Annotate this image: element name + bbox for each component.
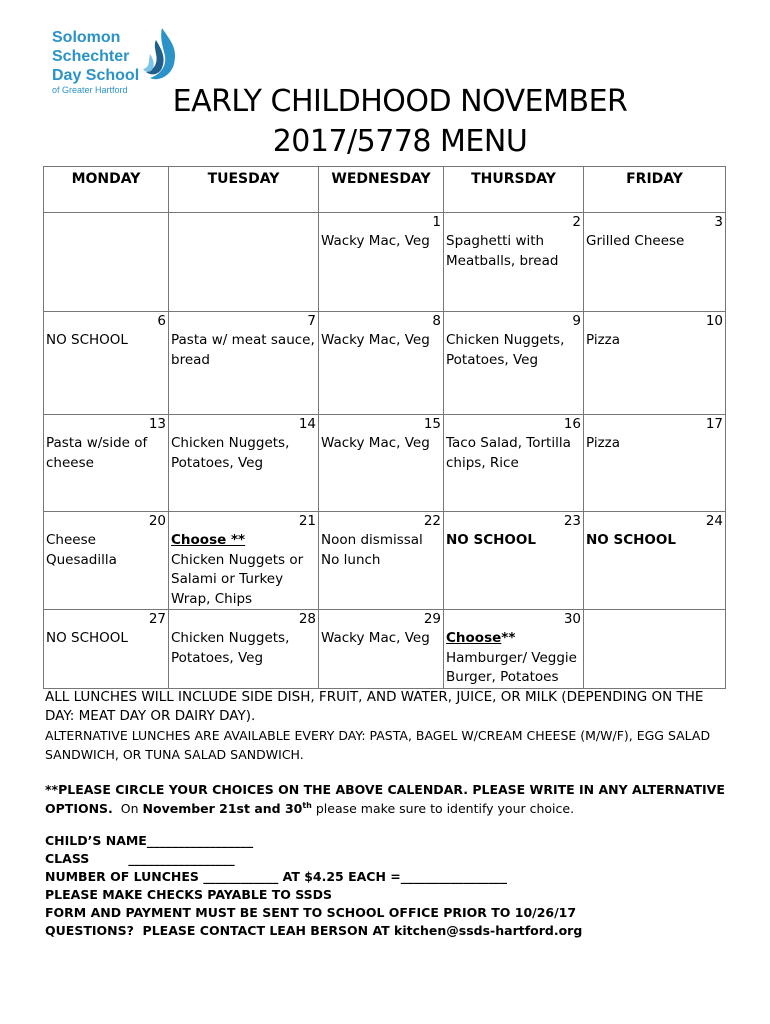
circle-instruction: **PLEASE CIRCLE YOUR CHOICES ON THE ABOVE CALENDAR. PLEASE WRITE IN ANY ALTERNATIVE OPTIONS. bbox=[45, 782, 725, 816]
day-cell-thursday bbox=[444, 610, 584, 689]
logo-line-3: Day School bbox=[52, 67, 140, 84]
choice-dates-text: November 21st and 30 bbox=[142, 801, 303, 816]
menu-item-text: No lunch bbox=[321, 551, 381, 568]
checks-payable-note: PLEASE MAKE CHECKS PAYABLE TO SSDS bbox=[45, 887, 333, 902]
day-cell-friday bbox=[584, 512, 726, 610]
menu-item-text: Grilled Cheese bbox=[586, 233, 685, 249]
day-cell-wednesday bbox=[319, 610, 444, 689]
menu-item-text: Chicken Nuggets, bbox=[171, 435, 290, 451]
weekday-header-row bbox=[44, 167, 726, 213]
class-field[interactable]: CLASS _________________ bbox=[45, 851, 235, 866]
day-cell-friday bbox=[584, 312, 726, 415]
menu-item-text: Chicken Nuggets, bbox=[446, 332, 565, 348]
child-name-field[interactable]: CHILD’S NAME_________________ bbox=[45, 833, 254, 848]
choice-dates-sup: th bbox=[302, 800, 312, 810]
day-number: 7 bbox=[307, 313, 316, 329]
menu-item-text: bread bbox=[171, 351, 210, 368]
menu-item-text: Potatoes, Veg bbox=[171, 454, 264, 471]
questions-contact: QUESTIONS? PLEASE CONTACT LEAH BERSON AT kitchen@ssds-hartford.org bbox=[45, 923, 583, 938]
menu-item-text: Hamburger/ Veggie bbox=[446, 649, 577, 666]
day-cell-tuesday bbox=[169, 312, 319, 415]
day-cell-monday bbox=[44, 610, 169, 689]
day-number bbox=[46, 213, 166, 232]
week-row bbox=[44, 415, 726, 512]
alternative-lunches-note: ALTERNATIVE LUNCHES ARE AVAILABLE EVERY DAY: PASTA, BAGEL W/CREAM CHEESE (M/W/F), EGG SALAD SANDWICH, OR TUNA SALAD SANDWICH. bbox=[45, 728, 711, 762]
day-number: 2 bbox=[572, 214, 581, 230]
on-word: On bbox=[120, 801, 139, 816]
day-cell-wednesday bbox=[319, 512, 444, 610]
header-friday: FRIDAY bbox=[584, 167, 726, 213]
menu-item-text: Wacky Mac, Veg bbox=[321, 332, 430, 348]
day-cell-thursday bbox=[444, 512, 584, 610]
deadline-note: FORM AND PAYMENT MUST BE SENT TO SCHOOL OFFICE PRIOR TO 10/26/17 bbox=[45, 905, 577, 920]
day-number: 24 bbox=[705, 513, 723, 529]
choose-label: Choose bbox=[446, 630, 502, 646]
menu-item-text: Burger, Potatoes bbox=[446, 669, 559, 685]
day-number: 14 bbox=[298, 416, 316, 432]
logo-text bbox=[52, 28, 139, 96]
day-number: 29 bbox=[423, 611, 441, 627]
day-number: 6 bbox=[157, 313, 166, 329]
menu-item-text: Potatoes, Veg bbox=[446, 351, 539, 368]
day-number bbox=[171, 213, 316, 232]
day-number: 28 bbox=[298, 611, 316, 627]
day-number: 30 bbox=[563, 611, 581, 627]
day-cell-wednesday bbox=[319, 213, 444, 312]
menu-item-text: Pasta w/ meat sauce, bbox=[171, 332, 315, 348]
menu-item-text bbox=[446, 629, 581, 649]
day-number: 3 bbox=[714, 214, 723, 230]
day-number: 17 bbox=[705, 416, 723, 432]
all-lunches-note: ALL LUNCHES WILL INCLUDE SIDE DISH, FRUIT, AND WATER, JUICE, OR MILK (DEPENDING ON THE DAY: MEAT DAY OR DAIRY DAY). bbox=[45, 689, 704, 724]
day-number: 15 bbox=[423, 416, 441, 432]
circle-choices-note bbox=[45, 780, 735, 818]
menu-item-text: Noon dismissal bbox=[321, 532, 423, 548]
menu-item-text: NO SCHOOL bbox=[46, 332, 128, 348]
logo-line-1: Solomon bbox=[52, 29, 121, 46]
choose-stars: ** bbox=[501, 630, 516, 646]
week-row bbox=[44, 213, 726, 312]
menu-item-text: Wacky Mac, Veg bbox=[321, 630, 430, 646]
menu-item-text: Chicken Nuggets or bbox=[171, 551, 304, 568]
day-number: 10 bbox=[705, 313, 723, 329]
menu-item-text: Wacky Mac, Veg bbox=[321, 435, 430, 451]
menu-item-text: Pasta w/side of bbox=[46, 435, 148, 451]
header-monday: MONDAY bbox=[44, 167, 169, 213]
menu-item-text: cheese bbox=[46, 454, 94, 471]
day-cell-thursday bbox=[444, 213, 584, 312]
day-cell-friday bbox=[584, 415, 726, 512]
menu-item-text: Wrap, Chips bbox=[171, 590, 253, 607]
menu-item-text: Chicken Nuggets, bbox=[171, 630, 290, 646]
menu-item-text: Salami or Turkey bbox=[171, 571, 284, 587]
day-number: 23 bbox=[563, 513, 581, 529]
flame-icon bbox=[140, 26, 180, 86]
day-number: 1 bbox=[432, 214, 441, 230]
day-number: 22 bbox=[423, 513, 441, 529]
day-cell-thursday bbox=[444, 312, 584, 415]
menu-item-text: Meatballs, bread bbox=[446, 252, 559, 269]
week-row bbox=[44, 312, 726, 415]
menu-item-text: Pizza bbox=[586, 332, 621, 348]
menu-item-text: NO SCHOOL bbox=[46, 630, 128, 646]
choice-dates bbox=[143, 801, 312, 816]
menu-item-text: Taco Salad, Tortilla bbox=[446, 435, 571, 451]
day-cell-wednesday bbox=[319, 415, 444, 512]
day-number: 8 bbox=[432, 313, 441, 329]
menu-item-text: Potatoes, Veg bbox=[171, 649, 264, 666]
day-cell-friday bbox=[584, 610, 726, 689]
day-number: 16 bbox=[563, 416, 581, 432]
logo-line-4: of Greater Hartford bbox=[52, 85, 128, 95]
menu-item-text: NO SCHOOL bbox=[586, 532, 676, 548]
choose-label: Choose ** bbox=[171, 532, 246, 548]
day-cell-friday bbox=[584, 213, 726, 312]
header-thursday: THURSDAY bbox=[444, 167, 584, 213]
week-row bbox=[44, 610, 726, 689]
day-cell-tuesday bbox=[169, 610, 319, 689]
title-line-2: 2017/5778 MENU bbox=[272, 124, 528, 159]
menu-item-text bbox=[171, 531, 316, 551]
day-cell-monday bbox=[44, 415, 169, 512]
day-number: 21 bbox=[298, 513, 316, 529]
day-number: 20 bbox=[148, 513, 166, 529]
day-cell-wednesday bbox=[319, 312, 444, 415]
menu-item-text: chips, Rice bbox=[446, 454, 519, 471]
day-number: 9 bbox=[572, 313, 581, 329]
order-form bbox=[45, 832, 582, 940]
menu-item-text: Cheese Quesadilla bbox=[46, 532, 117, 568]
title-line-1: EARLY CHILDHOOD NOVEMBER bbox=[172, 84, 628, 119]
week-row bbox=[44, 512, 726, 610]
menu-item-text: Wacky Mac, Veg bbox=[321, 233, 430, 249]
day-cell-tuesday bbox=[169, 213, 319, 312]
menu-calendar bbox=[43, 166, 726, 689]
day-cell-monday bbox=[44, 312, 169, 415]
day-number: 27 bbox=[148, 611, 166, 627]
day-cell-tuesday bbox=[169, 512, 319, 610]
identify-note: please make sure to identify your choice. bbox=[315, 801, 575, 816]
header-tuesday: TUESDAY bbox=[169, 167, 319, 213]
header-wednesday: WEDNESDAY bbox=[319, 167, 444, 213]
day-cell-monday bbox=[44, 213, 169, 312]
menu-item-text: NO SCHOOL bbox=[446, 532, 536, 548]
day-number: 13 bbox=[148, 416, 166, 432]
number-of-lunches-field[interactable]: NUMBER OF LUNCHES ____________ AT $4.25 EACH =_________________ bbox=[45, 869, 508, 884]
page-title bbox=[140, 82, 660, 162]
day-cell-tuesday bbox=[169, 415, 319, 512]
menu-item-text: Spaghetti with bbox=[446, 233, 545, 249]
day-cell-thursday bbox=[444, 415, 584, 512]
menu-item-text: Pizza bbox=[586, 435, 621, 451]
day-number bbox=[586, 610, 723, 629]
menu-notes bbox=[45, 688, 735, 818]
logo-line-2: Schechter bbox=[52, 48, 130, 65]
day-cell-monday bbox=[44, 512, 169, 610]
